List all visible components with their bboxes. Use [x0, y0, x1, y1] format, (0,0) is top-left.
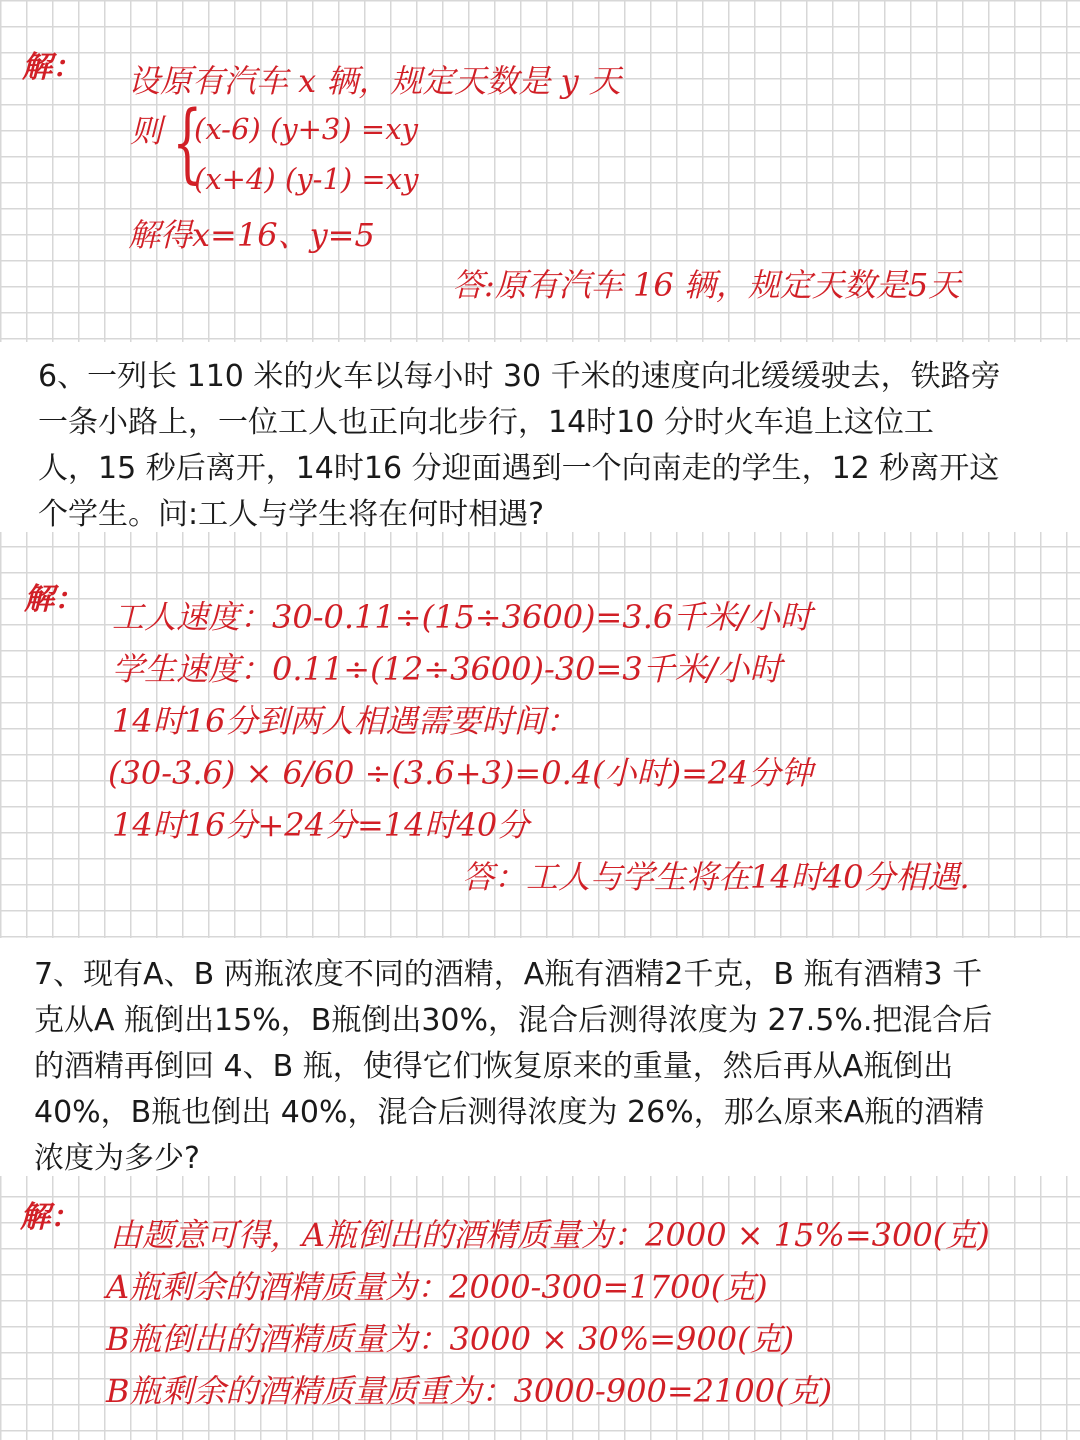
question-line: 40%，B瓶也倒出 40%，混合后测得浓度为 26%，那么原来A瓶的酒精	[34, 1095, 985, 1130]
solution-line: 14时16分+24分=14时40分	[112, 806, 530, 844]
answer-line: 答:原有汽车 16 辆，规定天数是5天	[452, 266, 961, 304]
solution-result: 解得x=16、y=5	[128, 216, 375, 254]
answer-line: 答：工人与学生将在14时40分相遇.	[462, 858, 970, 896]
equation-line: (x+4) (y-1) =xy	[194, 162, 419, 196]
question-7	[0, 938, 1080, 1176]
question-line: 7、现有A、B 两瓶浓度不同的酒精，A瓶有酒精2千克，B 瓶有酒精3 千	[34, 957, 983, 992]
solution-line: 工人速度：30-0.11÷(15÷3600)=3.6千米/小时	[112, 598, 813, 636]
question-line: 人，15 秒后离开，14时16 分迎面遇到一个向南走的学生，12 秒离开这	[38, 451, 1000, 486]
solution-line: (30-3.6) × 6/60 ÷(3.6+3)=0.4(小时)=24分钟	[108, 754, 813, 792]
brace-icon: {	[172, 93, 203, 193]
equation-line: (x-6) (y+3) =xy	[194, 112, 418, 146]
solution-line: A瓶剩余的酒精质量为：2000-300=1700(克)	[106, 1268, 768, 1306]
solution-line: 14时16分到两人相遇需要时间：	[112, 702, 578, 740]
question-line: 的酒精再倒回 4、B 瓶，使得它们恢复原来的重量，然后再从A瓶倒出	[34, 1049, 954, 1084]
solution-label: 解：	[20, 1200, 80, 1235]
question-6	[0, 342, 1080, 532]
solution-line: B瓶倒出的酒精质量为：3000 × 30%=900(克)	[106, 1320, 795, 1358]
solution-label: 解：	[22, 50, 82, 85]
solution-line: 学生速度：0.11÷(12÷3600)-30=3千米/小时	[112, 650, 782, 688]
solution-label: 解：	[24, 582, 84, 617]
solution-line: B瓶剩余的酒精质量质重为：3000-900=2100(克)	[106, 1372, 833, 1410]
solution-line: 由题意可得，A瓶倒出的酒精质量为：2000 × 15%=300(克)	[110, 1216, 990, 1254]
question-line: 克从A 瓶倒出15%，B瓶倒出30%，混合后测得浓度为 27.5%.把混合后	[34, 1003, 993, 1038]
solution-then: 则	[130, 112, 163, 150]
question-line: 浓度为多少?	[34, 1141, 200, 1176]
solution-line: 设原有汽车 x 辆，规定天数是 y 天	[128, 62, 621, 100]
question-line: 一条小路上，一位工人也正向北步行，14时10 分时火车追上这位工	[38, 405, 934, 440]
question-line: 个学生。问:工人与学生将在何时相遇?	[38, 497, 545, 532]
question-line: 6、一列长 110 米的火车以每小时 30 千米的速度向北缓缓驶去，铁路旁	[38, 359, 1001, 394]
